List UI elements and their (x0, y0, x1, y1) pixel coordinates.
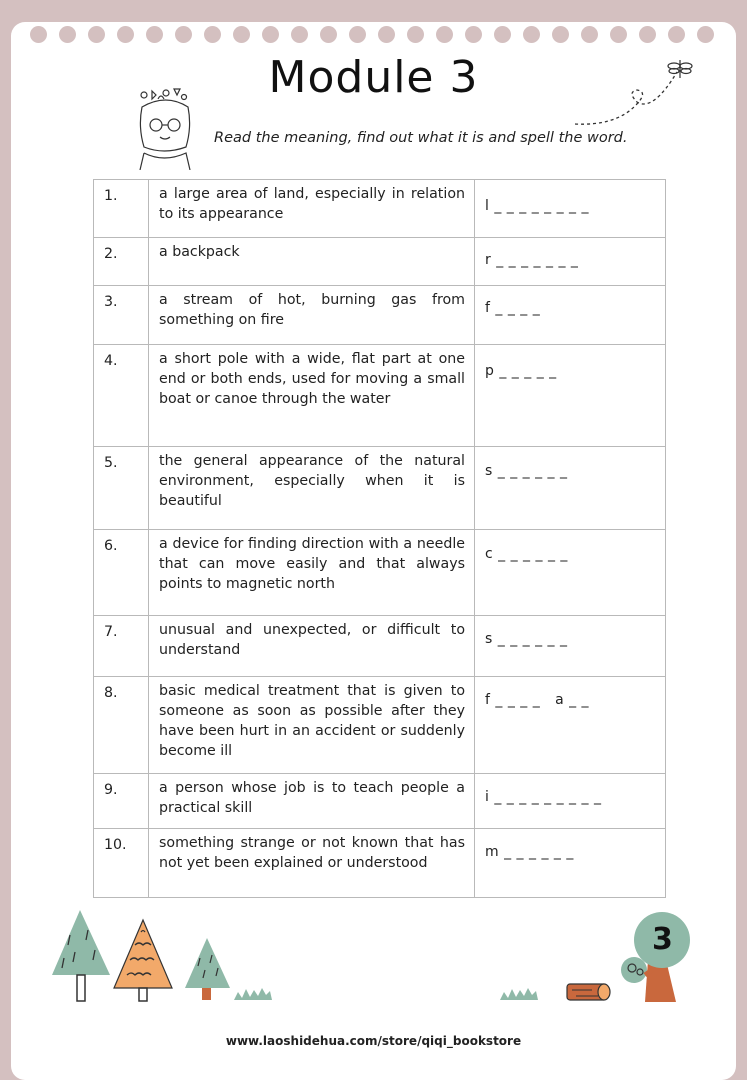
row-answer: f _ _ _ _ (475, 286, 666, 345)
row-answer: i _ _ _ _ _ _ _ _ _ (475, 774, 666, 829)
row-answer: r _ _ _ _ _ _ _ (475, 238, 666, 286)
table-row (94, 616, 666, 677)
pine-tree-icon (52, 910, 110, 1001)
row-meaning: a stream of hot, burning gas from something on fire (149, 286, 475, 345)
row-meaning: unusual and unexpected, or difficult to understand (149, 616, 475, 677)
pine-tree-icon (185, 938, 230, 1000)
row-answer: l _ _ _ _ _ _ _ _ (475, 180, 666, 238)
row-meaning: something strange or not known that has not yet been explained or understood (149, 829, 475, 898)
table-row (94, 286, 666, 345)
table-row (94, 345, 666, 447)
row-answer: f _ _ _ _ a _ _ (475, 677, 666, 774)
girl-doodle-icon (130, 85, 200, 170)
dragonfly-icon (570, 56, 695, 131)
row-answer: c _ _ _ _ _ _ (475, 530, 666, 616)
row-number: 7. (94, 616, 149, 677)
row-meaning: a device for finding direction with a needle that can move easily and that always points to magnetic north (149, 530, 475, 616)
table-row (94, 180, 666, 238)
table-row (94, 829, 666, 898)
row-number: 4. (94, 345, 149, 447)
binder-holes (0, 22, 747, 52)
row-meaning: a backpack (149, 238, 475, 286)
instructions: Read the meaning, find out what it is and spell the word. (214, 130, 628, 146)
row-number: 2. (94, 238, 149, 286)
table-row (94, 238, 666, 286)
row-answer: s _ _ _ _ _ _ (475, 616, 666, 677)
row-meaning: the general appearance of the natural environment, especially when it is beautiful (149, 447, 475, 530)
forest-decoration (0, 900, 747, 1010)
row-number: 10. (94, 829, 149, 898)
table-row (94, 447, 666, 530)
pine-tree-icon (114, 920, 172, 1001)
grass-icon (234, 988, 272, 1000)
row-meaning: basic medical treatment that is given to someone as soon as possible after they have been hurt in an accident or suddenly become ill (149, 677, 475, 774)
row-meaning: a short pole with a wide, flat part at one end or both ends, used for moving a small boat or canoe through the water (149, 345, 475, 447)
grass-icon (500, 988, 538, 1000)
row-answer: s _ _ _ _ _ _ (475, 447, 666, 530)
table-row (94, 530, 666, 616)
row-meaning: a person whose job is to teach people a practical skill (149, 774, 475, 829)
row-number: 5. (94, 447, 149, 530)
table-row (94, 774, 666, 829)
row-number: 9. (94, 774, 149, 829)
table-row (94, 677, 666, 774)
row-number: 3. (94, 286, 149, 345)
page-title: Module 3 (268, 52, 479, 103)
footer-url: www.laoshidehua.com/store/qiqi_bookstore (225, 1034, 522, 1048)
row-number: 1. (94, 180, 149, 238)
log-icon (567, 984, 610, 1000)
page-number: 3 (652, 922, 673, 957)
row-answer: m _ _ _ _ _ _ (475, 829, 666, 898)
vocabulary-table (93, 179, 666, 898)
row-number: 6. (94, 530, 149, 616)
row-answer: p _ _ _ _ _ (475, 345, 666, 447)
row-meaning: a large area of land, especially in relation to its appearance (149, 180, 475, 238)
row-number: 8. (94, 677, 149, 774)
